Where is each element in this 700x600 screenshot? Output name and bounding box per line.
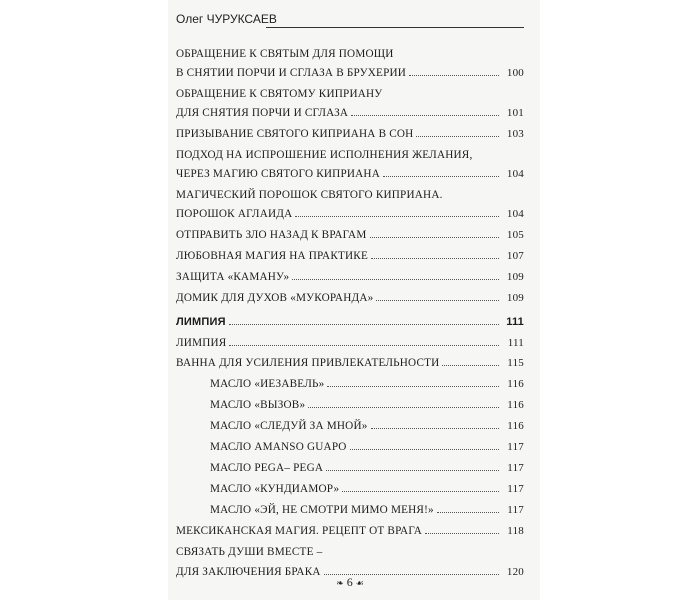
toc-row — [176, 223, 524, 241]
dot-leader — [342, 491, 499, 492]
toc-page-number: 116 — [507, 378, 524, 390]
toc-row — [176, 42, 524, 60]
toc-row — [176, 82, 524, 100]
dot-leader — [409, 75, 499, 76]
toc-entry-title: ЗАЩИТА «КАМАНУ» — [176, 271, 290, 283]
toc-entry-title: ОТПРАВИТЬ ЗЛО НАЗАД К ВРАГАМ — [176, 229, 367, 241]
toc-page-number: 109 — [506, 271, 524, 283]
toc-page-number: 117 — [507, 483, 524, 495]
dot-leader — [229, 324, 499, 325]
toc-row — [176, 519, 524, 537]
toc-page-number: 104 — [506, 208, 524, 220]
toc-row — [176, 477, 524, 495]
toc-entry-title: ВАННА ДЛЯ УСИЛЕНИЯ ПРИВЛЕКАТЕЛЬНОСТИ — [176, 357, 440, 369]
toc-page-number: 120 — [506, 566, 524, 578]
toc-row — [176, 331, 524, 349]
toc-row — [176, 393, 524, 411]
header-rule — [266, 27, 524, 28]
dot-leader — [442, 365, 499, 366]
toc-page-number: 111 — [506, 316, 524, 328]
dot-leader — [308, 407, 499, 408]
page-footer — [328, 575, 372, 590]
toc-entry-title: СВЯЗАТЬ ДУШИ ВМЕСТЕ – — [176, 546, 323, 558]
toc-entry-title: ОБРАЩЕНИЕ К СВЯТОМУ КИПРИАНУ — [176, 88, 383, 100]
toc-page-number: 118 — [507, 525, 524, 537]
toc-row — [176, 435, 524, 453]
toc-entry-title: ПОРОШОК АГЛАИДА — [176, 208, 293, 220]
left-ornament-icon: ❧ — [336, 578, 344, 588]
toc-page-number: 116 — [507, 420, 524, 432]
toc-page-number: 117 — [507, 441, 524, 453]
toc-page-number: 104 — [506, 168, 524, 180]
toc-row — [176, 162, 524, 180]
toc-row — [176, 351, 524, 369]
toc-page-number: 100 — [506, 67, 524, 79]
dot-leader — [351, 115, 499, 116]
toc-section-title: ЛИМПИЯ — [176, 316, 226, 328]
toc-entry-title: ПОДХОД НА ИСПРОШЕНИЕ ИСПОЛНЕНИЯ ЖЕЛАНИЯ, — [176, 149, 473, 161]
dot-leader — [371, 428, 499, 429]
dot-leader — [425, 533, 499, 534]
page-number: 6 — [346, 575, 353, 589]
toc-entry-title: МАСЛО «СЛЕДУЙ ЗА МНОЙ» — [210, 420, 368, 432]
toc-page-number: 109 — [506, 292, 524, 304]
toc-entry-title: ДОМИК ДЛЯ ДУХОВ «МУКОРАНДА» — [176, 292, 374, 304]
toc-entry-title: ДЛЯ ЗАКЛЮЧЕНИЯ БРАКА — [176, 566, 321, 578]
toc-row — [176, 456, 524, 474]
dot-leader — [437, 512, 499, 513]
toc-page-number: 105 — [506, 229, 524, 241]
toc-row — [176, 143, 524, 161]
toc-entry-title: МАСЛО «ИЕЗАВЕЛЬ» — [210, 378, 325, 390]
toc-entry-title: МАГИЧЕСКИЙ ПОРОШОК СВЯТОГО КИПРИАНА. — [176, 189, 443, 201]
dot-leader — [229, 345, 499, 346]
toc-section-row — [176, 310, 524, 328]
toc-page-number: 115 — [507, 357, 524, 369]
author-name: Олег ЧУРУКСАЕВ — [176, 12, 277, 26]
toc-row — [176, 183, 524, 201]
dot-leader — [350, 449, 499, 450]
toc-row — [176, 101, 524, 119]
toc-row — [176, 202, 524, 220]
toc-entry-title: ЛИМПИЯ — [176, 337, 227, 349]
dot-leader — [326, 470, 499, 471]
toc-page-number: 107 — [506, 250, 524, 262]
toc-entry-title: МАСЛО AMANSO GUAPO — [210, 441, 347, 453]
toc-entry-title: ПРИЗЫВАНИЕ СВЯТОГО КИПРИАНА В СОН — [176, 128, 414, 140]
toc-entry-title: ДЛЯ СНЯТИЯ ПОРЧИ И СГЛАЗА — [176, 107, 349, 119]
toc-page-number: 103 — [506, 128, 524, 140]
toc-entry-title: МАСЛО «ЭЙ, НЕ СМОТРИ МИМО МЕНЯ!» — [210, 504, 434, 516]
toc-row — [176, 265, 524, 283]
toc-entry-title: В СНЯТИИ ПОРЧИ И СГЛАЗА В БРУХЕРИИ — [176, 67, 407, 79]
running-header — [176, 12, 524, 26]
toc-row — [176, 372, 524, 390]
toc-page-number: 117 — [507, 504, 524, 516]
toc-row — [176, 498, 524, 516]
toc-entry-title: ОБРАЩЕНИЕ К СВЯТЫМ ДЛЯ ПОМОЩИ — [176, 48, 394, 60]
toc-page-number: 111 — [507, 337, 524, 349]
dot-leader — [416, 136, 499, 137]
toc-row — [176, 540, 524, 558]
toc-entry-title: ЧЕРЕЗ МАГИЮ СВЯТОГО КИПРИАНА — [176, 168, 380, 180]
toc-entry-title: МАСЛО «КУНДИАМОР» — [210, 483, 340, 495]
toc-entry-title: ЛЮБОВНАЯ МАГИЯ НА ПРАКТИКЕ — [176, 250, 368, 262]
toc-page-number: 101 — [506, 107, 524, 119]
toc-row — [176, 244, 524, 262]
toc-row — [176, 286, 524, 304]
dot-leader — [383, 176, 499, 177]
toc-row — [176, 414, 524, 432]
dot-leader — [292, 279, 499, 280]
toc-row — [176, 61, 524, 79]
toc-page-number: 116 — [507, 399, 524, 411]
dot-leader — [327, 386, 499, 387]
toc-entry-title: МЕКСИКАНСКАЯ МАГИЯ. РЕЦЕПТ ОТ ВРАГА — [176, 525, 423, 537]
right-ornament-icon: ☙ — [355, 578, 364, 588]
dot-leader — [295, 216, 499, 217]
dot-leader — [376, 300, 499, 301]
toc-entry-title: МАСЛО «ВЫЗОВ» — [210, 399, 306, 411]
dot-leader — [371, 258, 499, 259]
toc-row — [176, 122, 524, 140]
dot-leader — [370, 237, 500, 238]
toc-entry-title: МАСЛО PEGA– PEGA — [210, 462, 324, 474]
toc-page-number: 117 — [507, 462, 524, 474]
